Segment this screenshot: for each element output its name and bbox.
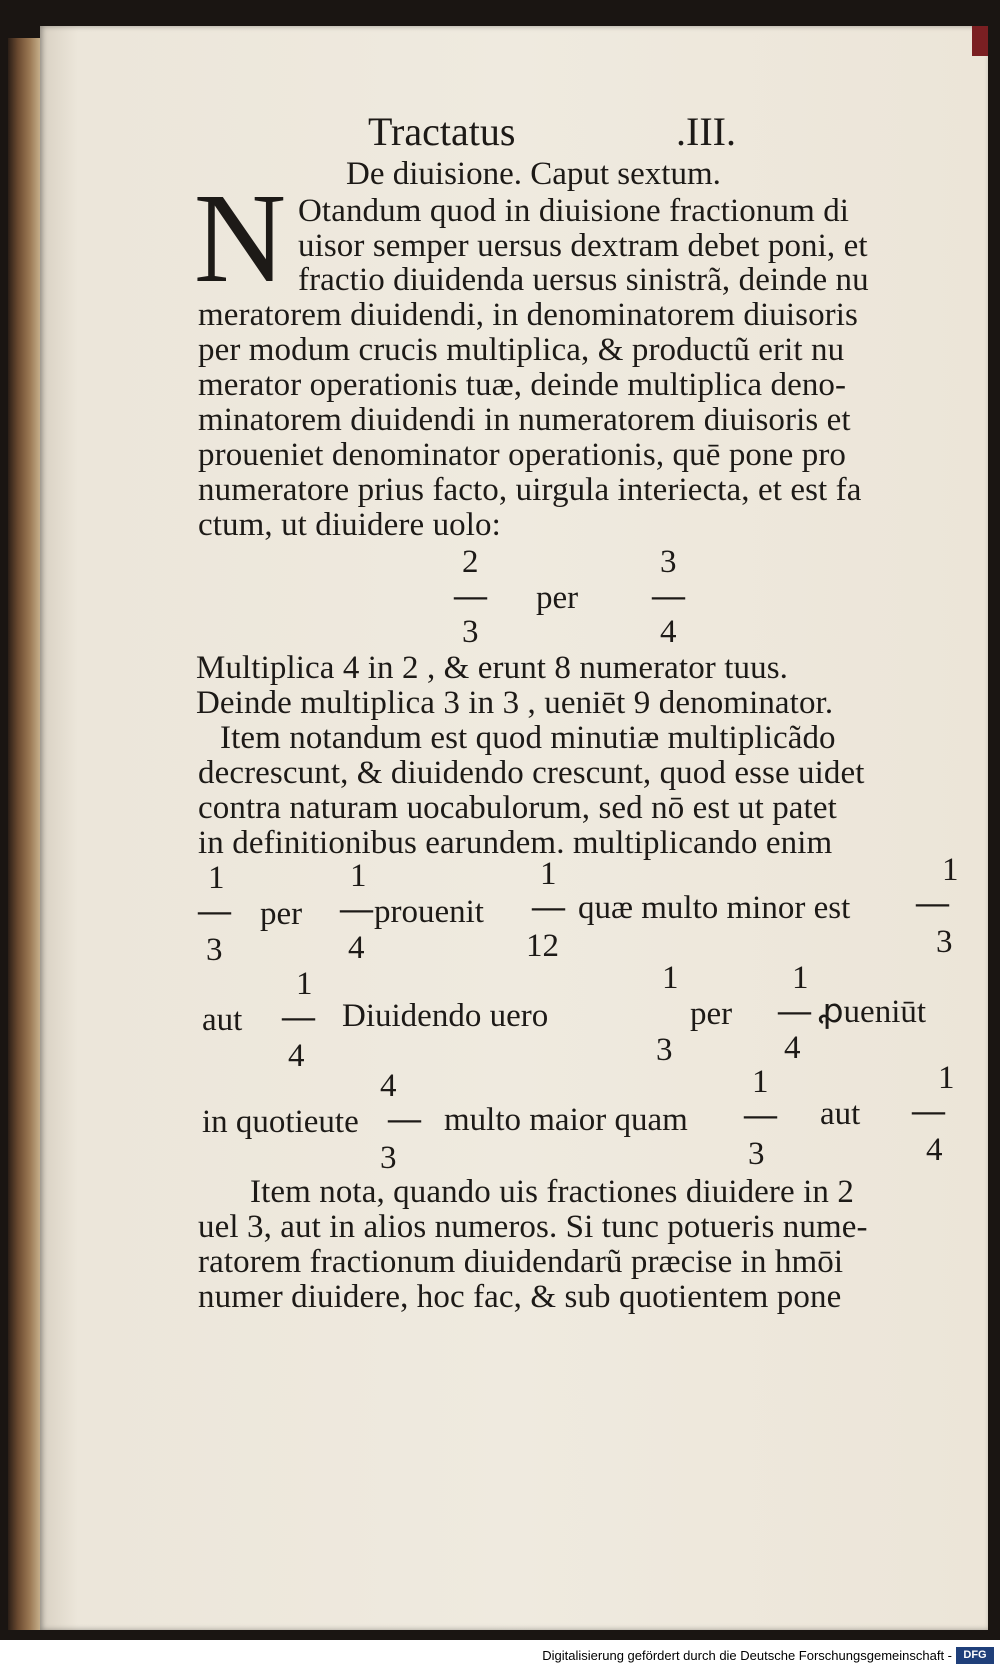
fraction-denominator: 3 (462, 614, 479, 650)
fraction-bar: — (340, 891, 373, 927)
chapter-heading: De diuisione. Caput sextum. (346, 156, 721, 192)
fraction-numerator: 1 (942, 852, 959, 888)
fraction-bar: — (282, 999, 315, 1035)
text-line: in definitionibus earundem. multiplicando enim (198, 825, 833, 861)
text-line: per modum crucis multiplica, & productũ erit nu (198, 332, 845, 368)
fraction-numerator: 1 (752, 1064, 769, 1100)
aut-word: aut (820, 1096, 861, 1132)
footer-credit: Digitalisierung gefördert durch die Deutsche Forschungsgemeinschaft - (542, 1648, 952, 1663)
text-line: numer diuidere, hoc fac, & sub quotientem pone (198, 1279, 842, 1315)
running-title: Tractatus (368, 109, 516, 154)
text-line: ratorem fractionum diuidendarũ præcise in hmōi (198, 1244, 844, 1280)
fraction-denominator: 3 (380, 1140, 397, 1176)
fraction-numerator: 1 (296, 966, 313, 1002)
fraction-numerator: 1 (792, 960, 809, 996)
text-line: uisor semper uersus dextram debet poni, et (298, 228, 868, 264)
aut-word: aut (202, 1002, 243, 1038)
text-line: decrescunt, & diuidendo crescunt, quod esse uidet (198, 755, 865, 791)
fraction-numerator: 1 (350, 858, 367, 894)
footer (0, 1644, 1000, 1668)
text-line: numeratore prius facto, uirgula interiecta, et est fa (198, 472, 862, 508)
text-fragment: Diuidendo uero (342, 998, 549, 1034)
text-line: meratorem diuidendi, in denominatorem diuisoris (198, 297, 858, 333)
per-word: per (690, 996, 733, 1032)
dfg-logo-icon: DFG (956, 1647, 994, 1664)
text-fragment: quæ multo minor est (578, 890, 851, 926)
fraction-denominator: 4 (288, 1038, 305, 1074)
per-word: per (260, 896, 303, 932)
fraction-denominator: 3 (748, 1136, 765, 1172)
text-line: minatorem diuidendi in numeratorem diuisoris et (198, 402, 851, 438)
fraction-numerator: 1 (938, 1060, 955, 1096)
fraction-denominator: 12 (526, 928, 559, 964)
fraction-denominator: 3 (936, 924, 953, 960)
fraction-bar: — (912, 1093, 945, 1129)
text-fragment: in quotieute (202, 1104, 359, 1140)
initial-letter: N (193, 167, 287, 309)
prouenit-word: prouenit (374, 894, 484, 930)
fraction-denominator: 4 (348, 930, 365, 966)
per-word: per (536, 580, 579, 616)
corner-strip (972, 26, 988, 56)
fraction-numerator: 1 (662, 960, 679, 996)
fraction-bar: — (532, 889, 565, 925)
fraction-bar: — (916, 885, 949, 921)
fraction-bar: — (652, 578, 685, 614)
text-line: uel 3, aut in alios numeros. Si tunc potueris nume- (198, 1209, 868, 1245)
text-line: Item nota, quando uis fractiones diuidere in 2 (250, 1174, 854, 1210)
fraction-numerator: 2 (462, 544, 479, 580)
text-line: Deinde multiplica 3 in 3 , ueniēt 9 denominator. (196, 685, 834, 721)
fraction-numerator: 1 (208, 860, 225, 896)
fraction-denominator: 4 (660, 614, 677, 650)
fraction-denominator: 4 (784, 1030, 801, 1066)
fraction-bar: — (744, 1097, 777, 1133)
text-line: Item notandum est quod minutiæ multiplicãdo (220, 720, 836, 756)
fraction-denominator: 3 (656, 1032, 673, 1068)
fraction-bar: — (388, 1101, 421, 1137)
fraction-numerator: 3 (660, 544, 677, 580)
text-line: proueniet denominator operationis, quē pone pro (198, 437, 847, 473)
fraction-bar: — (454, 578, 487, 614)
fraction-numerator: 4 (380, 1068, 397, 1104)
text-fragment: multo maior quam (444, 1102, 688, 1138)
text-line: fractio diuidenda uersus sinistrã, deinde nu (298, 262, 869, 298)
fraction-bar: — (778, 993, 811, 1029)
text-line: Multiplica 4 in 2 , & erunt 8 numerator tuus. (196, 650, 788, 686)
text-line: contra naturam uocabulorum, sed nō est ut patet (198, 790, 837, 826)
fraction-denominator: 3 (206, 932, 223, 968)
running-number: .III. (676, 109, 736, 154)
text-fragment: ꝓueniūt (818, 994, 927, 1030)
fraction-denominator: 4 (926, 1132, 943, 1168)
fraction-numerator: 1 (540, 856, 557, 892)
text-line: merator operationis tuæ, deinde multiplica deno- (198, 367, 847, 403)
text-line: Otandum quod in diuisione fractionum di (298, 193, 850, 229)
fraction-bar: — (198, 893, 231, 929)
text-line: ctum, ut diuidere uolo: (198, 507, 501, 543)
